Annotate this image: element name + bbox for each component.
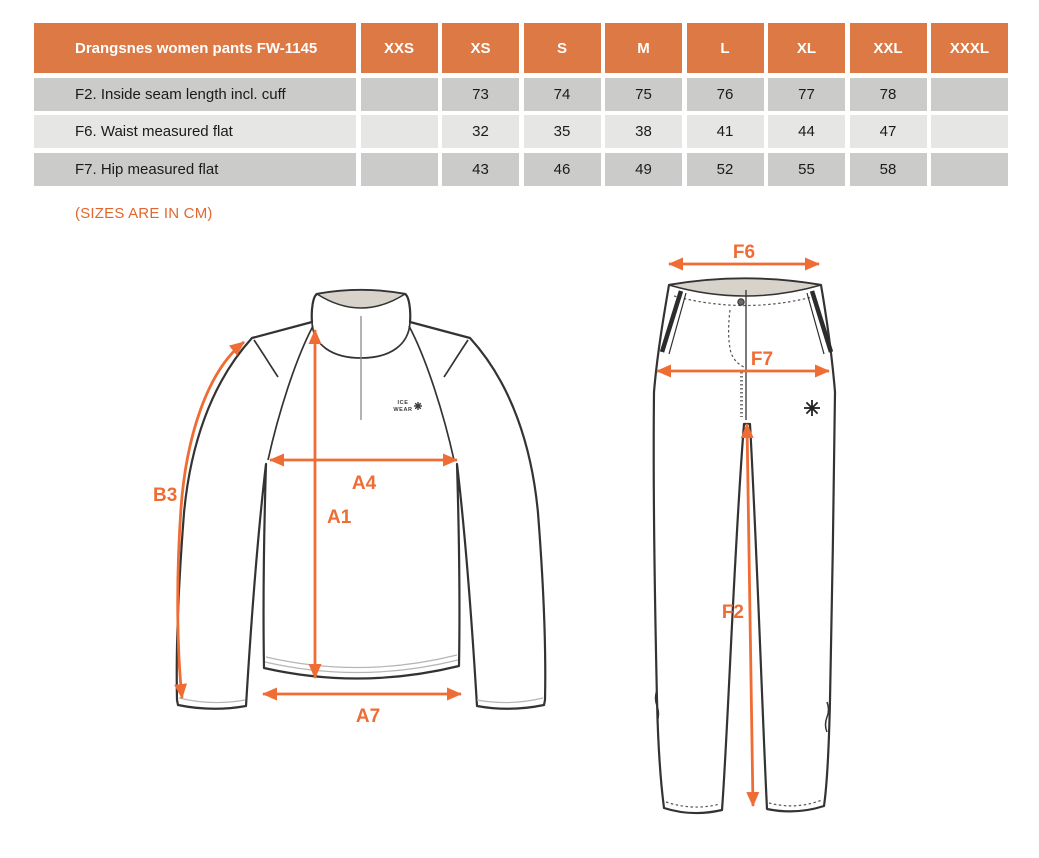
snowflake-icon — [414, 402, 422, 410]
sizes-note: (SIZES ARE IN CM) — [75, 205, 213, 222]
table-body — [34, 78, 1008, 186]
svg-text:WEAR: WEAR — [393, 407, 413, 413]
table-title-cell: Drangsnes women pants FW-1145 — [34, 23, 356, 73]
row-label-cell: F6. Waist measured flat — [34, 115, 356, 148]
value-cell: 75 — [605, 78, 682, 111]
value-cell: 73 — [442, 78, 519, 111]
value-cell — [361, 115, 438, 148]
size-column-header: XXS — [361, 23, 438, 73]
table-row — [34, 78, 1008, 111]
size-table — [34, 23, 1008, 190]
value-cell: 77 — [768, 78, 845, 111]
value-cell: 76 — [687, 78, 764, 111]
size-column-header: S — [524, 23, 601, 73]
measure-label-f7: F7 — [750, 349, 774, 370]
table-row — [34, 115, 1008, 148]
jacket-drawing — [153, 290, 545, 727]
pants-drawing — [654, 242, 835, 813]
svg-text:ICE: ICE — [397, 400, 409, 406]
waist-button — [738, 299, 744, 305]
pants-silhouette — [654, 279, 835, 814]
value-cell: 49 — [605, 153, 682, 186]
value-cell: 58 — [850, 153, 927, 186]
value-cell: 38 — [605, 115, 682, 148]
value-cell: 74 — [524, 78, 601, 111]
value-cell: 52 — [687, 153, 764, 186]
size-column-header: XL — [768, 23, 845, 73]
value-cell — [931, 115, 1008, 148]
value-cell: 35 — [524, 115, 601, 148]
measure-label-b3: B3 — [153, 485, 178, 506]
value-cell: 41 — [687, 115, 764, 148]
size-column-header: M — [605, 23, 682, 73]
measure-label-a4: A4 — [351, 473, 377, 494]
table-row — [34, 153, 1008, 186]
snowflake-logo-icon — [804, 400, 820, 416]
size-column-header: XXXL — [931, 23, 1008, 73]
value-cell — [931, 78, 1008, 111]
value-cell: 47 — [850, 115, 927, 148]
value-cell: 43 — [442, 153, 519, 186]
measurement-diagrams — [0, 230, 1039, 858]
value-cell — [361, 78, 438, 111]
size-column-header: XS — [442, 23, 519, 73]
value-cell: 46 — [524, 153, 601, 186]
measure-label-a7: A7 — [355, 706, 381, 727]
value-cell: 55 — [768, 153, 845, 186]
measure-label-f6: F6 — [732, 242, 756, 263]
value-cell: 44 — [768, 115, 845, 148]
value-cell: 32 — [442, 115, 519, 148]
value-cell — [361, 153, 438, 186]
table-header-row — [34, 23, 1008, 73]
measure-label-a1: A1 — [327, 507, 352, 528]
measure-label-f2: F2 — [721, 602, 744, 623]
row-label-cell: F2. Inside seam length incl. cuff — [34, 78, 356, 111]
size-column-header: L — [687, 23, 764, 73]
value-cell: 78 — [850, 78, 927, 111]
size-column-header: XXL — [850, 23, 927, 73]
value-cell — [931, 153, 1008, 186]
row-label-cell: F7. Hip measured flat — [34, 153, 356, 186]
